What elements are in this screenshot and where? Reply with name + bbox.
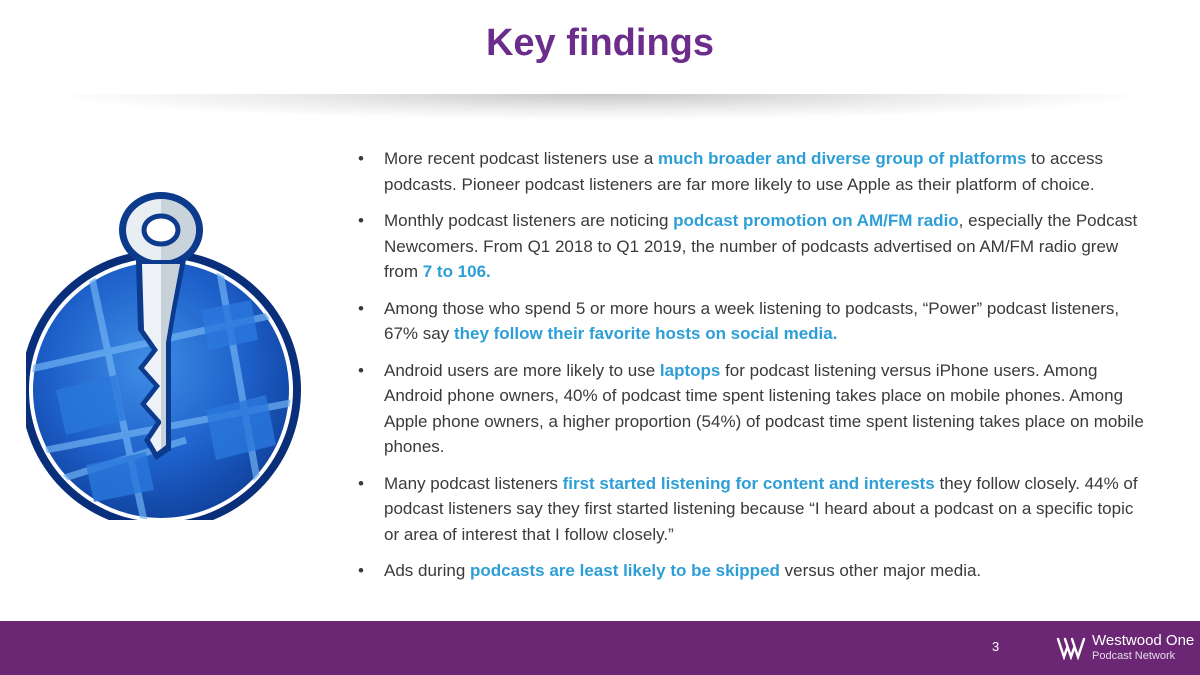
bullet-highlight: much broader and diverse group of platforms [658, 149, 1027, 168]
key-findings-list [356, 146, 1146, 595]
bullet-text: More recent podcast listeners use a [384, 149, 659, 168]
bullet-text: Among those who spend 5 or more hours a week listening to podcasts, “Power” podcast listeners, 67% say [384, 298, 1120, 343]
footer-bar [0, 621, 1200, 675]
bullet-highlight: laptops [659, 360, 721, 380]
bullet-text: versus other major media. [779, 561, 982, 580]
bullet-highlight: podcast promotion on AM/FM radio [673, 211, 959, 230]
list-item [356, 358, 1146, 460]
bullet-text: Monthly podcast listeners are noticing [384, 211, 674, 230]
bullet-text: Ads during [384, 561, 470, 580]
bullet-icon: • [358, 561, 364, 580]
bullet-icon: • [358, 360, 364, 380]
list-item [356, 558, 1146, 584]
list-item [356, 296, 1146, 347]
list-item [356, 471, 1146, 548]
bullet-text: , especially the Podcast Newcomers. From Q1 2018 to Q1 2019, the number of podcasts advertised on AM/FM radio grew from [384, 211, 1138, 281]
bullet-text: they follow closely. 44% of podcast listeners say they first started listening because “I heard about a podcast on a specific topic or area of interest that I follow closely.” [384, 473, 1138, 544]
page-number: 3 [992, 639, 1000, 654]
bullet-icon: • [358, 211, 364, 230]
bullet-icon: • [358, 149, 364, 168]
logo-name: Westwood One [1092, 632, 1195, 649]
list-item [356, 208, 1146, 285]
bullet-icon: • [358, 473, 364, 493]
bullet-highlight: first started listening for content and interests [562, 473, 935, 493]
logo-subtitle: Podcast Network [1092, 650, 1176, 662]
bullet-text: Many podcast listeners [384, 473, 563, 493]
bullet-highlight: they follow their favorite hosts on social media. [453, 324, 838, 343]
title-divider-shadow [40, 94, 1160, 120]
bullet-text: to access podcasts. Pioneer podcast listeners are far more likely to use Apple as their platform of choice. [384, 149, 1103, 194]
bullet-icon: • [358, 298, 364, 318]
bullet-highlight: 7 to 106. [422, 262, 491, 281]
westwood-one-logo-icon [1056, 636, 1086, 660]
bullet-text: Android users are more likely to use [384, 360, 660, 380]
slide-title: Key findings [485, 22, 715, 64]
key-globe-icon [26, 190, 316, 520]
list-item [356, 146, 1146, 197]
westwood-one-logo [1056, 632, 1196, 666]
bullet-text: for podcast listening versus iPhone users. Among Android phone owners, 40% of podcast time spent listening takes place on mobile phones. Among Apple phone owners, a higher proportion (54%) of podcast time spent listening takes place on mobile phones. [384, 360, 1144, 456]
bullet-highlight: podcasts are least likely to be skipped [470, 561, 780, 580]
